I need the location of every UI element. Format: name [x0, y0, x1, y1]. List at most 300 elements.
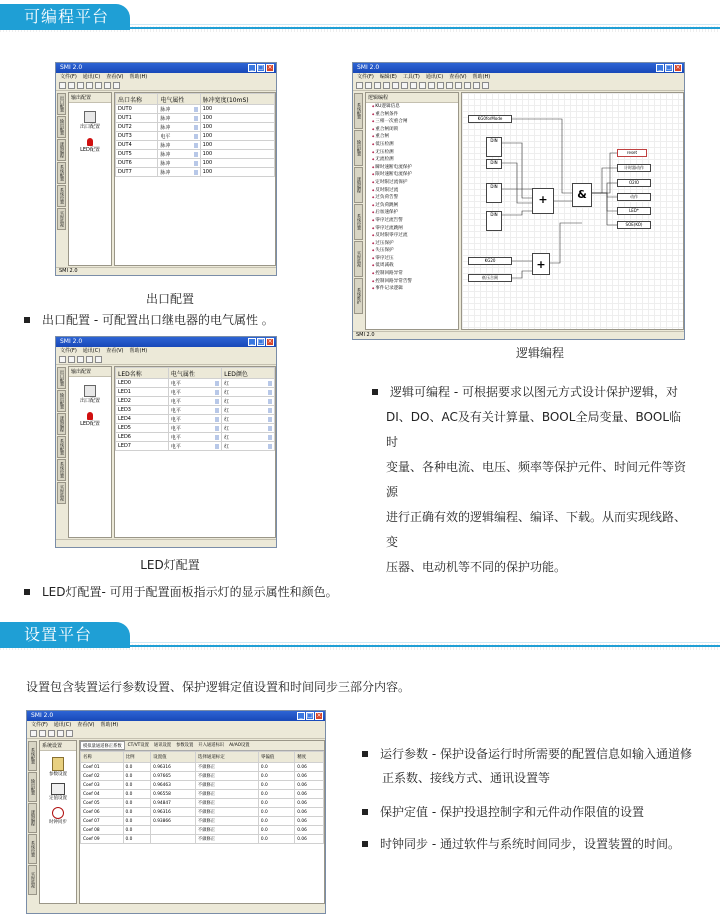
- logic-output-node[interactable]: SOE(KO): [617, 221, 651, 229]
- table-cell[interactable]: [195, 817, 258, 826]
- connect-icon[interactable]: [95, 82, 102, 89]
- table-cell[interactable]: [195, 781, 258, 790]
- table-cell[interactable]: [200, 123, 274, 132]
- menu-view[interactable]: 查看(V): [449, 74, 467, 80]
- vtab-1[interactable]: 输出配置: [57, 116, 66, 138]
- table-cell[interactable]: [258, 808, 294, 817]
- table-row[interactable]: [116, 433, 275, 442]
- table-cell[interactable]: [222, 415, 275, 424]
- led-table: [115, 367, 275, 451]
- vtab-3[interactable]: 系统设置: [354, 204, 363, 240]
- cell-value: 0.06: [297, 800, 307, 806]
- table-row[interactable]: [81, 781, 324, 790]
- col-header: 脉冲宽度(10mS): [200, 94, 274, 105]
- menu-view[interactable]: 查看(V): [106, 74, 124, 80]
- new-icon[interactable]: [59, 356, 66, 363]
- bullet-text-cont: 正系数、接线方式、通讯设置等: [382, 771, 551, 785]
- table-cell[interactable]: [158, 114, 200, 123]
- logic-din-node[interactable]: DIN: [486, 137, 502, 157]
- table-cell[interactable]: [295, 781, 324, 790]
- logic-para-line: [372, 380, 692, 405]
- vtab-2[interactable]: 逻辑编程: [28, 803, 37, 833]
- logic-din-node[interactable]: DIN: [486, 159, 502, 169]
- tree-item[interactable]: ◆ 控制回路异常: [372, 270, 458, 278]
- table-cell[interactable]: [295, 835, 324, 844]
- tree-item[interactable]: ◆ 重合闸条件: [372, 111, 458, 119]
- minimize-button[interactable]: _: [297, 712, 305, 720]
- text-icon[interactable]: [446, 82, 453, 89]
- table-cell[interactable]: [151, 799, 196, 808]
- cell-value: 电平: [171, 407, 219, 414]
- table-cell[interactable]: [195, 826, 258, 835]
- table-cell[interactable]: [123, 835, 151, 844]
- print-icon[interactable]: [57, 730, 64, 737]
- logic-paragraph: [372, 380, 692, 580]
- table-row[interactable]: [81, 790, 324, 799]
- close-button[interactable]: ×: [316, 712, 322, 719]
- table-cell[interactable]: [151, 835, 196, 844]
- table-cell[interactable]: [295, 826, 324, 835]
- wire-icon[interactable]: [437, 82, 444, 89]
- menu-comm[interactable]: 通讯(C): [425, 74, 444, 80]
- output-config-window: [55, 62, 277, 276]
- table-row[interactable]: [116, 388, 275, 397]
- menu-view[interactable]: 查看(V): [106, 348, 124, 354]
- tree-item[interactable]: ◆ 定时限过流保护: [372, 179, 458, 187]
- output-relay-icon: [84, 111, 96, 123]
- table-cell[interactable]: [195, 835, 258, 844]
- table-cell[interactable]: [81, 763, 124, 772]
- table-cell[interactable]: [258, 790, 294, 799]
- table-cell[interactable]: [123, 817, 151, 826]
- table-cell[interactable]: [116, 168, 158, 177]
- table-cell[interactable]: [158, 150, 200, 159]
- menu-view[interactable]: 查看(V): [77, 722, 95, 728]
- table-row[interactable]: [116, 150, 275, 159]
- table-cell[interactable]: [258, 781, 294, 790]
- table-cell[interactable]: [200, 150, 274, 159]
- logic-output-node[interactable]: LED*: [617, 207, 651, 215]
- table-row[interactable]: [116, 379, 275, 388]
- table-cell[interactable]: [81, 799, 124, 808]
- logic-and-gate[interactable]: &: [572, 183, 592, 207]
- vertical-tabs: [57, 367, 67, 504]
- table-cell[interactable]: [116, 123, 158, 132]
- vtab-5[interactable]: 实时监视: [57, 482, 66, 504]
- table-cell[interactable]: [295, 817, 324, 826]
- vtab-4[interactable]: 系统设置: [57, 459, 66, 481]
- save-icon[interactable]: [374, 82, 381, 89]
- open-icon[interactable]: [68, 356, 75, 363]
- line-icon[interactable]: [428, 82, 435, 89]
- logic-para-text: 逻辑可编程 - 可根据要求以图元方式设计保护逻辑，对: [390, 385, 678, 399]
- table-cell[interactable]: [168, 397, 221, 406]
- minimize-button[interactable]: _: [248, 64, 256, 72]
- vtab-5[interactable]: 系统维护: [354, 278, 363, 314]
- table-cell[interactable]: [258, 817, 294, 826]
- vtab-2[interactable]: 逻辑编程: [354, 167, 363, 203]
- menu-file[interactable]: 文件(F): [60, 74, 77, 80]
- menu-file[interactable]: 文件(F): [357, 74, 374, 80]
- tree-item[interactable]: ◆ 限时速断电流保护: [372, 171, 458, 179]
- help-icon[interactable]: [113, 82, 120, 89]
- table-cell[interactable]: [258, 826, 294, 835]
- table-cell[interactable]: [123, 826, 151, 835]
- table-cell[interactable]: [222, 424, 275, 433]
- table-cell[interactable]: [222, 379, 275, 388]
- logic-din-node[interactable]: DIN: [486, 183, 502, 203]
- side-item-label: 出口配置: [79, 398, 100, 404]
- print-icon[interactable]: [86, 356, 93, 363]
- vtab-3[interactable]: 系统配置: [57, 162, 66, 184]
- table-cell[interactable]: [195, 790, 258, 799]
- table-cell[interactable]: [81, 826, 124, 835]
- table-cell[interactable]: [168, 379, 221, 388]
- vtab-1[interactable]: 输出配置: [28, 772, 37, 802]
- vtab-2[interactable]: 逻辑编程: [57, 413, 66, 435]
- side-item-led[interactable]: [69, 412, 111, 427]
- table-cell[interactable]: [295, 763, 324, 772]
- table-cell[interactable]: [151, 772, 196, 781]
- download-icon[interactable]: [419, 82, 426, 89]
- table-cell[interactable]: [222, 388, 275, 397]
- table-cell[interactable]: [123, 799, 151, 808]
- maximize-button[interactable]: □: [258, 64, 264, 71]
- settings-tab[interactable]: 通讯设置: [153, 743, 172, 748]
- table-row[interactable]: [116, 442, 275, 451]
- led-icon: [87, 412, 93, 420]
- table-cell[interactable]: [116, 388, 169, 397]
- table-row[interactable]: [116, 415, 275, 424]
- table-cell[interactable]: [168, 424, 221, 433]
- table-cell[interactable]: [123, 763, 151, 772]
- settings-tab[interactable]: CT/VT设置: [127, 743, 149, 748]
- table-cell[interactable]: [151, 763, 196, 772]
- tree-item[interactable]: ◆ 低压检测: [372, 141, 458, 149]
- tree-item[interactable]: ◆ 无流检测: [372, 156, 458, 164]
- side-item-params[interactable]: [40, 757, 76, 777]
- help-icon[interactable]: [482, 82, 489, 89]
- new-icon[interactable]: [59, 82, 66, 89]
- table-cell[interactable]: [116, 114, 158, 123]
- side-item-output[interactable]: [69, 385, 111, 404]
- table-cell[interactable]: [258, 763, 294, 772]
- table-cell[interactable]: [116, 132, 158, 141]
- save-icon[interactable]: [77, 356, 84, 363]
- menu-comm[interactable]: 通讯(C): [82, 74, 101, 80]
- table-cell[interactable]: [158, 123, 200, 132]
- table-cell[interactable]: [168, 388, 221, 397]
- table-cell[interactable]: [123, 790, 151, 799]
- table-row[interactable]: [116, 406, 275, 415]
- tree-item[interactable]: ◆ 反时限零序过流: [372, 232, 458, 240]
- tree-item[interactable]: ◆ 零序过流告警: [372, 217, 458, 225]
- logic-input-node[interactable]: 低压合闸: [468, 274, 512, 282]
- window-title: SMI 2.0: [60, 64, 83, 71]
- table-cell[interactable]: [151, 781, 196, 790]
- minimize-button[interactable]: _: [248, 338, 256, 346]
- settings-bullet-setpoints: [362, 800, 702, 824]
- tree-item[interactable]: ◆ 过负荷告警: [372, 194, 458, 202]
- table-row[interactable]: [81, 772, 324, 781]
- table-cell[interactable]: [81, 790, 124, 799]
- table-row[interactable]: [116, 141, 275, 150]
- download-icon[interactable]: [104, 82, 111, 89]
- table-cell[interactable]: [258, 772, 294, 781]
- menu-file[interactable]: 文件(F): [31, 722, 48, 728]
- cell-value: 不做修正: [197, 819, 216, 824]
- vtab-4[interactable]: 实时监视: [354, 241, 363, 277]
- table-cell[interactable]: [123, 808, 151, 817]
- table-cell[interactable]: [116, 379, 169, 388]
- table-row[interactable]: [81, 763, 324, 772]
- table-row[interactable]: [81, 808, 324, 817]
- table-cell[interactable]: [158, 132, 200, 141]
- table-row[interactable]: [116, 114, 275, 123]
- table-row[interactable]: [116, 168, 275, 177]
- logic-input-node[interactable]: KG0forMode: [468, 115, 512, 123]
- table-cell[interactable]: [295, 799, 324, 808]
- open-icon[interactable]: [39, 730, 46, 737]
- menu-edit[interactable]: 编辑(E): [379, 74, 397, 80]
- new-icon[interactable]: [30, 730, 37, 737]
- tree-item[interactable]: ◆ 重合闸: [372, 133, 458, 141]
- table-cell[interactable]: [116, 424, 169, 433]
- side-title: 系统设置: [40, 741, 76, 751]
- zoom-out-icon[interactable]: [464, 82, 471, 89]
- table-cell[interactable]: [168, 415, 221, 424]
- toolbar: [56, 355, 276, 365]
- settings-tabbar: [80, 741, 324, 751]
- tree-item[interactable]: ◆ 低周减载: [372, 262, 458, 270]
- table-cell[interactable]: [222, 397, 275, 406]
- table-cell[interactable]: [200, 114, 274, 123]
- table-cell[interactable]: [200, 159, 274, 168]
- settings-tab[interactable]: AI/AO设置: [229, 743, 250, 748]
- grid-icon[interactable]: [473, 82, 480, 89]
- paste-icon[interactable]: [401, 82, 408, 89]
- tree-item[interactable]: ◆ 零序过压: [372, 255, 458, 263]
- tree-item[interactable]: ◆ 零序过流跳闸: [372, 225, 458, 233]
- table-cell[interactable]: [200, 132, 274, 141]
- table-cell[interactable]: [168, 433, 221, 442]
- tree-item[interactable]: ◆ 无压检测: [372, 149, 458, 157]
- cell-value: 脉冲: [160, 142, 197, 149]
- compile-icon[interactable]: [410, 82, 417, 89]
- table-cell[interactable]: [81, 808, 124, 817]
- cell-value: Coef 04: [83, 791, 100, 797]
- save-icon[interactable]: [48, 730, 55, 737]
- vtab-0[interactable]: 出口配置: [57, 367, 66, 389]
- table-cell[interactable]: [116, 150, 158, 159]
- table-cell[interactable]: [116, 141, 158, 150]
- menu-help[interactable]: 帮助(H): [129, 74, 148, 80]
- cell-value: 0.96463: [153, 782, 171, 788]
- logic-or-gate[interactable]: +: [532, 188, 554, 214]
- save-icon[interactable]: [77, 82, 84, 89]
- table-row[interactable]: [81, 826, 324, 835]
- tree-item[interactable]: ◆ 反时限过流: [372, 187, 458, 195]
- vtab-3[interactable]: 系统配置: [57, 436, 66, 458]
- menubar: [353, 73, 684, 81]
- vtab-3[interactable]: 系统设置: [28, 834, 37, 864]
- tree-item[interactable]: ◆ 瞬时速断电流保护: [372, 164, 458, 172]
- cell-value: 100: [202, 169, 213, 175]
- settings-tab[interactable]: 开入通道标识: [198, 743, 225, 748]
- side-item-setpoints[interactable]: [40, 783, 76, 801]
- table-cell[interactable]: [295, 772, 324, 781]
- table-row[interactable]: [81, 817, 324, 826]
- cell-value: 0.0: [260, 809, 268, 815]
- table-cell[interactable]: [158, 159, 200, 168]
- cut-icon[interactable]: [383, 82, 390, 89]
- new-icon[interactable]: [356, 82, 363, 89]
- table-cell[interactable]: [116, 406, 169, 415]
- table-cell[interactable]: [195, 763, 258, 772]
- menu-comm[interactable]: 通讯(C): [82, 348, 101, 354]
- table-row[interactable]: [81, 799, 324, 808]
- side-item-led[interactable]: [69, 138, 111, 153]
- print-icon[interactable]: [86, 82, 93, 89]
- cell-value: 不做修正: [197, 801, 216, 806]
- table-cell[interactable]: [222, 406, 275, 415]
- bullet-text: 时钟同步 - 通过软件与系统时间同步，设置装置的时间。: [380, 837, 680, 851]
- table-cell[interactable]: [123, 781, 151, 790]
- table-cell[interactable]: [195, 808, 258, 817]
- menu-tools[interactable]: 工具(T): [402, 74, 420, 80]
- table-cell[interactable]: [200, 168, 274, 177]
- table-cell[interactable]: [116, 159, 158, 168]
- table-cell[interactable]: [116, 415, 169, 424]
- table-row[interactable]: [116, 159, 275, 168]
- tree-item[interactable]: ◆ 控制回路异常告警: [372, 278, 458, 286]
- tree-item[interactable]: ◆ 三相一次重合闸: [372, 118, 458, 126]
- table-cell[interactable]: [200, 141, 274, 150]
- logic-canvas[interactable]: [461, 92, 684, 330]
- table-cell[interactable]: [151, 826, 196, 835]
- close-button[interactable]: ×: [267, 338, 273, 345]
- menu-help[interactable]: 帮助(H): [100, 722, 119, 728]
- table-cell[interactable]: [195, 772, 258, 781]
- table-cell[interactable]: [168, 406, 221, 415]
- open-icon[interactable]: [365, 82, 372, 89]
- tree-item[interactable]: ◆ 事件记录逻辑: [372, 285, 458, 293]
- menu-file[interactable]: 文件(F): [60, 348, 77, 354]
- logic-output-node[interactable]: O2IO: [617, 179, 651, 187]
- table-cell[interactable]: [295, 790, 324, 799]
- table-cell[interactable]: [222, 442, 275, 451]
- tree-item[interactable]: ◆ 过负荷跳闸: [372, 202, 458, 210]
- table-cell[interactable]: [123, 772, 151, 781]
- close-button[interactable]: ×: [267, 64, 273, 71]
- window-titlebar: [56, 63, 276, 73]
- menu-comm[interactable]: 通讯(C): [53, 722, 72, 728]
- table-row[interactable]: [116, 424, 275, 433]
- tree-item[interactable]: ◆ KU逻辑信息: [372, 103, 458, 111]
- table-cell[interactable]: [158, 105, 200, 114]
- table-cell[interactable]: [222, 433, 275, 442]
- zoom-in-icon[interactable]: [455, 82, 462, 89]
- tree-item[interactable]: ◆ 失压保护: [372, 247, 458, 255]
- tree-item[interactable]: ◆ 过压保护: [372, 240, 458, 248]
- minimize-button[interactable]: _: [656, 64, 664, 72]
- table-row[interactable]: [116, 132, 275, 141]
- maximize-button[interactable]: □: [666, 64, 672, 71]
- table-cell[interactable]: [200, 105, 274, 114]
- table-cell[interactable]: [158, 141, 200, 150]
- table-row[interactable]: [116, 123, 275, 132]
- table-row[interactable]: [116, 105, 275, 114]
- help-icon[interactable]: [95, 356, 102, 363]
- tree-item[interactable]: ◆ 重合闸闭锁: [372, 126, 458, 134]
- vtab-4[interactable]: 实时监视: [28, 865, 37, 895]
- table-cell[interactable]: [151, 817, 196, 826]
- logic-din-node[interactable]: DIN: [486, 211, 502, 231]
- logic-or-gate[interactable]: +: [532, 253, 550, 275]
- vtab-4[interactable]: 系统设置: [57, 185, 66, 207]
- table-cell[interactable]: [81, 835, 124, 844]
- menu-help[interactable]: 帮助(H): [472, 74, 491, 80]
- table-cell[interactable]: [295, 808, 324, 817]
- side-item-output[interactable]: [69, 111, 111, 130]
- table-cell[interactable]: [158, 168, 200, 177]
- table-cell[interactable]: [151, 808, 196, 817]
- table-cell[interactable]: [258, 835, 294, 844]
- copy-icon[interactable]: [392, 82, 399, 89]
- side-item-label: 参数设置: [49, 772, 67, 777]
- table-cell[interactable]: [258, 799, 294, 808]
- table-cell[interactable]: [81, 781, 124, 790]
- vtab-0[interactable]: 系统配置: [28, 741, 37, 771]
- logic-output-node[interactable]: 计时器动作: [617, 164, 651, 172]
- vtab-1[interactable]: 输出配置: [354, 130, 363, 166]
- table-row[interactable]: [116, 397, 275, 406]
- col-header: 比例: [123, 752, 151, 763]
- maximize-button[interactable]: □: [258, 338, 264, 345]
- vtab-0[interactable]: 出口配置: [57, 93, 66, 115]
- table-cell[interactable]: [116, 442, 169, 451]
- table-cell[interactable]: [151, 790, 196, 799]
- maximize-button[interactable]: □: [307, 712, 313, 719]
- open-icon[interactable]: [68, 82, 75, 89]
- table-cell[interactable]: [81, 817, 124, 826]
- vtab-5[interactable]: 实时监视: [57, 208, 66, 230]
- side-item-clock[interactable]: [40, 807, 76, 825]
- help-icon[interactable]: [66, 730, 73, 737]
- close-button[interactable]: ×: [675, 64, 681, 71]
- logic-input-node[interactable]: KG20: [468, 257, 512, 265]
- table-cell[interactable]: [81, 772, 124, 781]
- settings-tab-active[interactable]: 模拟量通道修正系数: [80, 741, 125, 750]
- table-cell[interactable]: [116, 397, 169, 406]
- menubar: [56, 347, 276, 355]
- settings-tab[interactable]: 参数设置: [176, 743, 194, 748]
- table-cell[interactable]: [116, 105, 158, 114]
- vtab-2[interactable]: 逻辑编程: [57, 139, 66, 161]
- vtab-1[interactable]: 输出配置: [57, 390, 66, 412]
- menu-help[interactable]: 帮助(H): [129, 348, 148, 354]
- tree-item[interactable]: ◆ 后加速保护: [372, 209, 458, 217]
- table-cell[interactable]: [116, 433, 169, 442]
- vtab-0[interactable]: 系统配置: [354, 93, 363, 129]
- table-row[interactable]: [81, 835, 324, 844]
- table-cell[interactable]: [168, 442, 221, 451]
- table-cell[interactable]: [195, 799, 258, 808]
- logic-output-node[interactable]: reset: [617, 149, 647, 157]
- logic-output-node[interactable]: 动作: [617, 193, 651, 201]
- cell-value: 0.97665: [153, 773, 171, 779]
- cell-value: 0.06: [297, 809, 307, 815]
